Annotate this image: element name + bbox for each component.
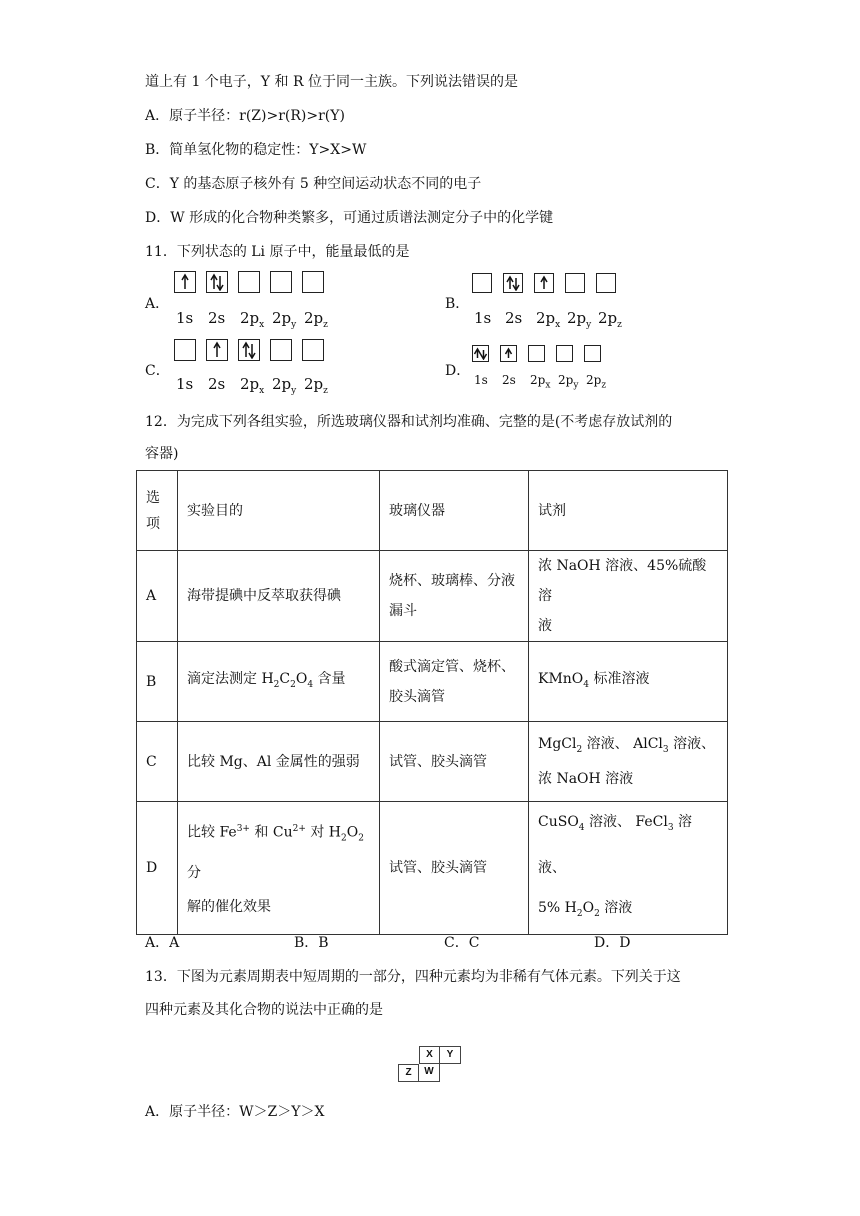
orbital-label: 1s	[474, 309, 492, 327]
table-row	[137, 722, 728, 802]
row-d-reagent: CuSO$_4$ 溶液、 FeCl$_3$ 溶液、 5% $H_2O_2$ 溶液	[529, 802, 728, 935]
orbital-label: $2p_y$	[558, 373, 579, 391]
single-electron-orbital-box	[534, 273, 554, 293]
row-a-purpose: 海带提碘中反萃取获得碘	[178, 551, 380, 642]
q12-answer-d: D．D	[594, 935, 631, 951]
orbital-label: $2p_z$	[304, 309, 328, 330]
row-b-reagent: KMnO$_4$ 标准溶液	[529, 642, 728, 722]
empty-orbital-box	[584, 345, 601, 362]
empty-orbital-box	[556, 345, 573, 362]
q10-stem-tail: 道上有 1 个电子，Y 和 R 位于同一主族。下列说法错误的是	[145, 74, 518, 90]
cell-w: W	[419, 1064, 440, 1082]
q13-stem-line1: 13．下图为元素周期表中短周期的一部分，四种元素均为非稀有气体元素。下列关于这	[145, 969, 681, 985]
q10-option-d: D．W 形成的化合物种类繁多，可通过质谱法测定分子中的化学键	[145, 210, 554, 226]
row-d-option: D	[137, 802, 178, 935]
row-c-glassware: 试管、胶头滴管	[380, 722, 529, 802]
table-row	[137, 802, 728, 935]
orbital-label: $2p_z$	[598, 309, 622, 330]
single-electron-orbital-box	[174, 271, 196, 293]
empty-orbital-box	[302, 271, 324, 293]
orbital-label: $2p_x$	[536, 309, 561, 330]
orbital-label: $2p_y$	[567, 309, 592, 330]
q11-stem: 11．下列状态的 Li 原子中，能量最低的是	[145, 244, 410, 260]
orbital-label: 2s	[208, 375, 226, 393]
row-b-purpose: 滴定法测定 $H_2C_2O_4$ 含量	[178, 642, 380, 722]
row-d-purpose: 比较 $Fe^{3+}$ 和 $Cu^{2+}$ 对 $H_2O_2$ 分 解的催化效果	[178, 802, 380, 935]
orbital-label: $2p_z$	[304, 375, 328, 396]
orbital-label: 1s	[176, 375, 194, 393]
q11-option-b-letter: B．	[445, 296, 470, 312]
row-b-glassware: 酸式滴定管、烧杯、 胶头滴管	[380, 642, 529, 722]
empty-orbital-box	[528, 345, 545, 362]
cell-y: Y	[440, 1046, 461, 1064]
q12-answer-a: A．A	[145, 935, 180, 951]
header-purpose: 实验目的	[178, 471, 380, 551]
empty-orbital-box	[238, 271, 260, 293]
row-c-option: C	[137, 722, 178, 802]
row-b-option: B	[137, 642, 178, 722]
paired-electron-orbital-box	[472, 345, 489, 362]
empty-orbital-box	[565, 273, 585, 293]
paired-electron-orbital-box	[206, 271, 228, 293]
q11-option-c-letter: C．	[145, 363, 170, 379]
q11-option-d-diagram	[472, 345, 607, 391]
orbital-label: $2p_z$	[586, 373, 607, 391]
q12-stem-line2: 容器)	[145, 446, 179, 462]
q11-option-d-letter: D．	[445, 363, 471, 379]
q11-option-b-diagram	[472, 273, 622, 330]
empty-orbital-box	[270, 271, 292, 293]
single-electron-orbital-box	[206, 339, 228, 361]
table-row	[137, 551, 728, 642]
orbital-label: $2p_y$	[272, 309, 297, 330]
empty-orbital-box	[596, 273, 616, 293]
empty-orbital-box	[174, 339, 196, 361]
orbital-label: 1s	[474, 373, 488, 387]
q13-stem-line2: 四种元素及其化合物的说法中正确的是	[145, 1002, 383, 1018]
row-c-reagent: MgCl$_2$ 溶液、 AlCl$_3$ 溶液、 浓 NaOH 溶液	[529, 722, 728, 802]
q12-stem-line1: 12．为完成下列各组实验，所选玻璃仪器和试剂均准确、完整的是(不考虑存放试剂的	[145, 414, 673, 430]
orbital-label: $2p_x$	[240, 375, 265, 396]
q11-option-a-letter: A．	[145, 296, 170, 312]
orbital-label: 2s	[505, 309, 523, 327]
paired-electron-orbital-box	[238, 339, 260, 361]
row-a-option: A	[137, 551, 178, 642]
table-header-row	[137, 471, 728, 551]
table-row	[137, 642, 728, 722]
q12-table	[136, 470, 728, 935]
q12-answer-b: B．B	[294, 935, 329, 951]
q13-option-a: A．原子半径：W＞Z＞Y＞X	[145, 1104, 325, 1120]
row-a-reagent: 浓 NaOH 溶液、45%硫酸溶 液	[529, 551, 728, 642]
empty-orbital-box	[302, 339, 324, 361]
orbital-label: $2p_x$	[240, 309, 265, 330]
row-a-glassware: 烧杯、玻璃棒、分液 漏斗	[380, 551, 529, 642]
q10-option-b: B．简单氢化物的稳定性：Y>X>W	[145, 142, 367, 158]
header-reagent: 试剂	[529, 471, 728, 551]
q12-answer-c: C．C	[444, 935, 480, 951]
q11-option-c-diagram	[174, 339, 328, 396]
header-glassware: 玻璃仪器	[380, 471, 529, 551]
orbital-label: $2p_x$	[530, 373, 551, 391]
q10-option-a: A．原子半径：r(Z)>r(R)>r(Y)	[145, 108, 345, 124]
single-electron-orbital-box	[500, 345, 517, 362]
orbital-label: 2s	[502, 373, 516, 387]
orbital-label: 2s	[208, 309, 226, 327]
row-d-glassware: 试管、胶头滴管	[380, 802, 529, 935]
q11-option-a-diagram	[174, 271, 328, 330]
paired-electron-orbital-box	[503, 273, 523, 293]
orbital-label: 1s	[176, 309, 194, 327]
row-c-purpose: 比较 Mg、Al 金属性的强弱	[178, 722, 380, 802]
q10-option-c: C．Y 的基态原子核外有 5 种空间运动状态不同的电子	[145, 176, 482, 192]
empty-orbital-box	[472, 273, 492, 293]
orbital-label: $2p_y$	[272, 375, 297, 396]
periodic-table-fragment	[398, 1046, 462, 1082]
cell-x: X	[419, 1046, 440, 1064]
empty-orbital-box	[270, 339, 292, 361]
cell-z: Z	[398, 1064, 419, 1082]
header-option: 选 项	[137, 471, 178, 551]
